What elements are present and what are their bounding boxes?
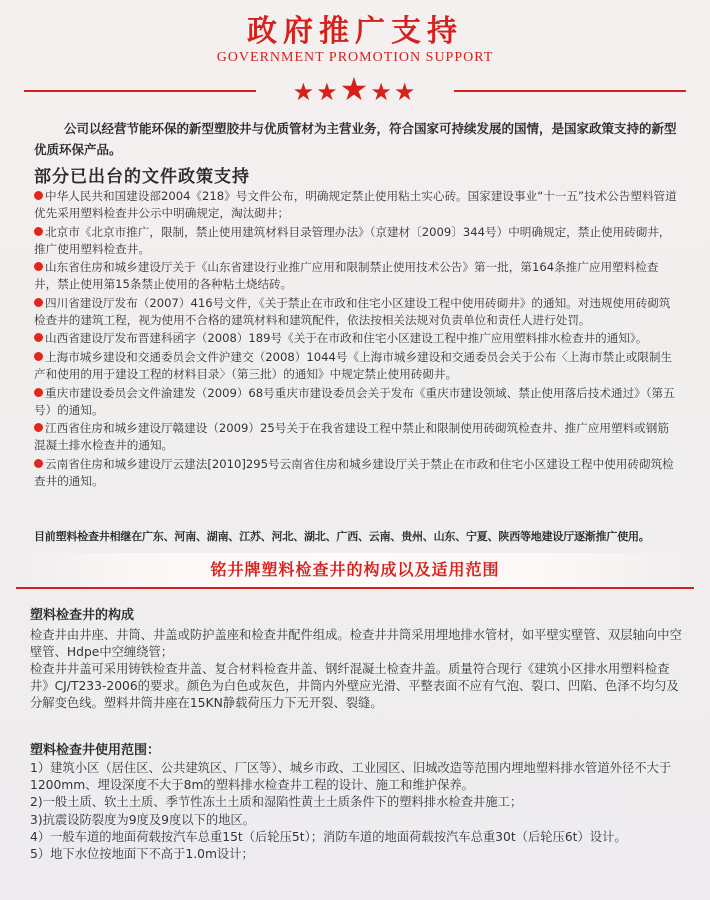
policy-item: 山东省住房和城乡建设厅关于《山东省建设行业推广应用和限制禁止使用技术公告》第一批，第164条推广应用塑料检查井，禁止使用第15条禁止使用的各种粘土烧结砖。 xyxy=(34,260,659,292)
usage-heading: 塑料检查井使用范围： xyxy=(30,743,161,758)
policy-item: 江西省住房和城乡建设厅赣建设（2009）25号关于在我省建设工程中禁止和限制使用砖砌筑检查井、推广应用塑料或钢筋混凝土排水检查井的通知。 xyxy=(34,421,669,453)
usage-item: 5）地下水位按地面下不高于1.0m设计； xyxy=(30,847,254,862)
red-dot-icon xyxy=(34,262,43,271)
red-dot-icon xyxy=(34,227,43,236)
stars-icon: ★★★★★ xyxy=(292,70,418,108)
policy-item: 山西省建设厅发布晋建科函字（2008）189号《关于在市政和住宅小区建设工程中推广应用塑料排水检查井的通知》。 xyxy=(34,330,680,347)
red-dot-icon xyxy=(34,298,43,307)
policy-item: 中华人民共和国建设部2004《218》号文件公布，明确规定禁止使用粘土实心砖。国家建设事业“十一五”技术公告塑料管道优先采用塑料检查井公示中明确规定，淘汰砌井； xyxy=(34,189,677,220)
usage-item: 4）一般车道的地面荷载按汽车总重15t（后轮压5t）；消防车道的地面荷载按汽车总重30t（后轮压6t）设计。 xyxy=(30,829,627,844)
red-dot-icon xyxy=(34,459,43,468)
red-dot-icon xyxy=(34,333,43,342)
composition-paragraph-1: 检查井由井座、井筒、井盖或防护盖座和检查井配件组成。检查井井筒采用埋地排水管材，如平壁实壁管、双层轴向中空壁管、Hdpe中空缠绕管； xyxy=(30,628,682,660)
scope-section-heading: 铭井牌塑料检查井的构成以及适用范围 xyxy=(16,553,694,589)
page-subtitle: GOVERNMENT PROMOTION SUPPORT xyxy=(216,50,494,65)
policy-item: 重庆市建设委员会文件渝建发（2009）68号重庆市建设委员会关于发布《重庆市建设领域、禁止使用落后技术通过》（第五号）的通知。 xyxy=(34,385,675,417)
star-divider xyxy=(24,72,686,106)
red-dot-icon xyxy=(34,423,43,432)
policy-item: 四川省建设厅发布（2007）416号文件，《关于禁止在市政和住宅小区建设工程中使用砖砌井》的通知。对违规使用砖砌筑检查井的建筑工程，视为使用不合格的建筑材料和建筑配件，依法按相关法规对负责单位和责任人进行处罚。 xyxy=(34,295,671,327)
policy-list xyxy=(34,188,680,491)
policy-item: 北京市《北京市推广，限制，禁止使用建筑材料目录管理办法》（京建材〔2009〕344号）中明确规定，禁止使用砖砌井，推广使用塑料检查井。 xyxy=(34,224,671,256)
promotion-note: 目前塑料检查井相继在广东、河南、湖南、江苏、河北、湖北、广西、云南、贵州、山东、宁夏、陕西等地建设厅逐渐推广使用。 xyxy=(34,530,650,543)
usage-item: 2)一般土质、软土土质、季节性冻土土质和湿陷性黄土土质条件下的塑料排水检查井施工； xyxy=(30,795,523,810)
red-dot-icon xyxy=(34,352,43,361)
policy-item: 云南省住房和城乡建设厅云建法[2010]295号云南省住房和城乡建设厅关于禁止在市政和住宅小区建设工程中使用砖砌筑检查井的通知。 xyxy=(34,456,674,488)
composition-heading: 塑料检查井的构成 xyxy=(30,608,135,623)
usage-item: 3)抗震设防裂度为9度及9度以下的地区。 xyxy=(30,812,256,827)
composition-paragraph-2: 检查井井盖可采用铸铁检查井盖、复合材料检查井盖、钢纤混凝土检查井盖。质量符合现行《建筑小区排水用塑料检查井》CJ/T233-2006的要求。颜色为白色或灰色，井筒内外壁应光滑、平整表面不应有气泡、裂口、凹陷、色泽不均匀及分解变色线。塑料井筒井座在15KN静载荷压力下无开裂、裂缝。 xyxy=(30,662,679,711)
usage-item: 1）建筑小区（居住区、公共建筑区、厂区等）、城乡市政、工业园区、旧城改造等范围内埋地塑料排水管道外径不大于1200mm、埋设深度不大于8m的塑料排水检查井工程的设计、施工和维护保养。 xyxy=(30,761,672,793)
red-dot-icon xyxy=(34,388,43,397)
intro-paragraph: 公司以经营节能环保的新型塑胶井与优质管材为主营业务，符合国家可持续发展的国情，是国家政策支持的新型优质环保产品。 xyxy=(34,121,677,157)
page-title: 政府推广支持 xyxy=(247,14,463,49)
policy-heading: 部分已出台的文件政策支持 xyxy=(34,167,250,187)
policy-item: 上海市城乡建设和交通委员会文件沪建交（2008）1044号《上海市城乡建设和交通委员会关于公布〈上海市禁止或限制生产和使用的用于建设工程的材料目录〉（第三批）的通知》中规定禁止使用砖砌井。 xyxy=(34,349,673,381)
red-dot-icon xyxy=(34,191,43,200)
usage-list xyxy=(30,760,686,863)
